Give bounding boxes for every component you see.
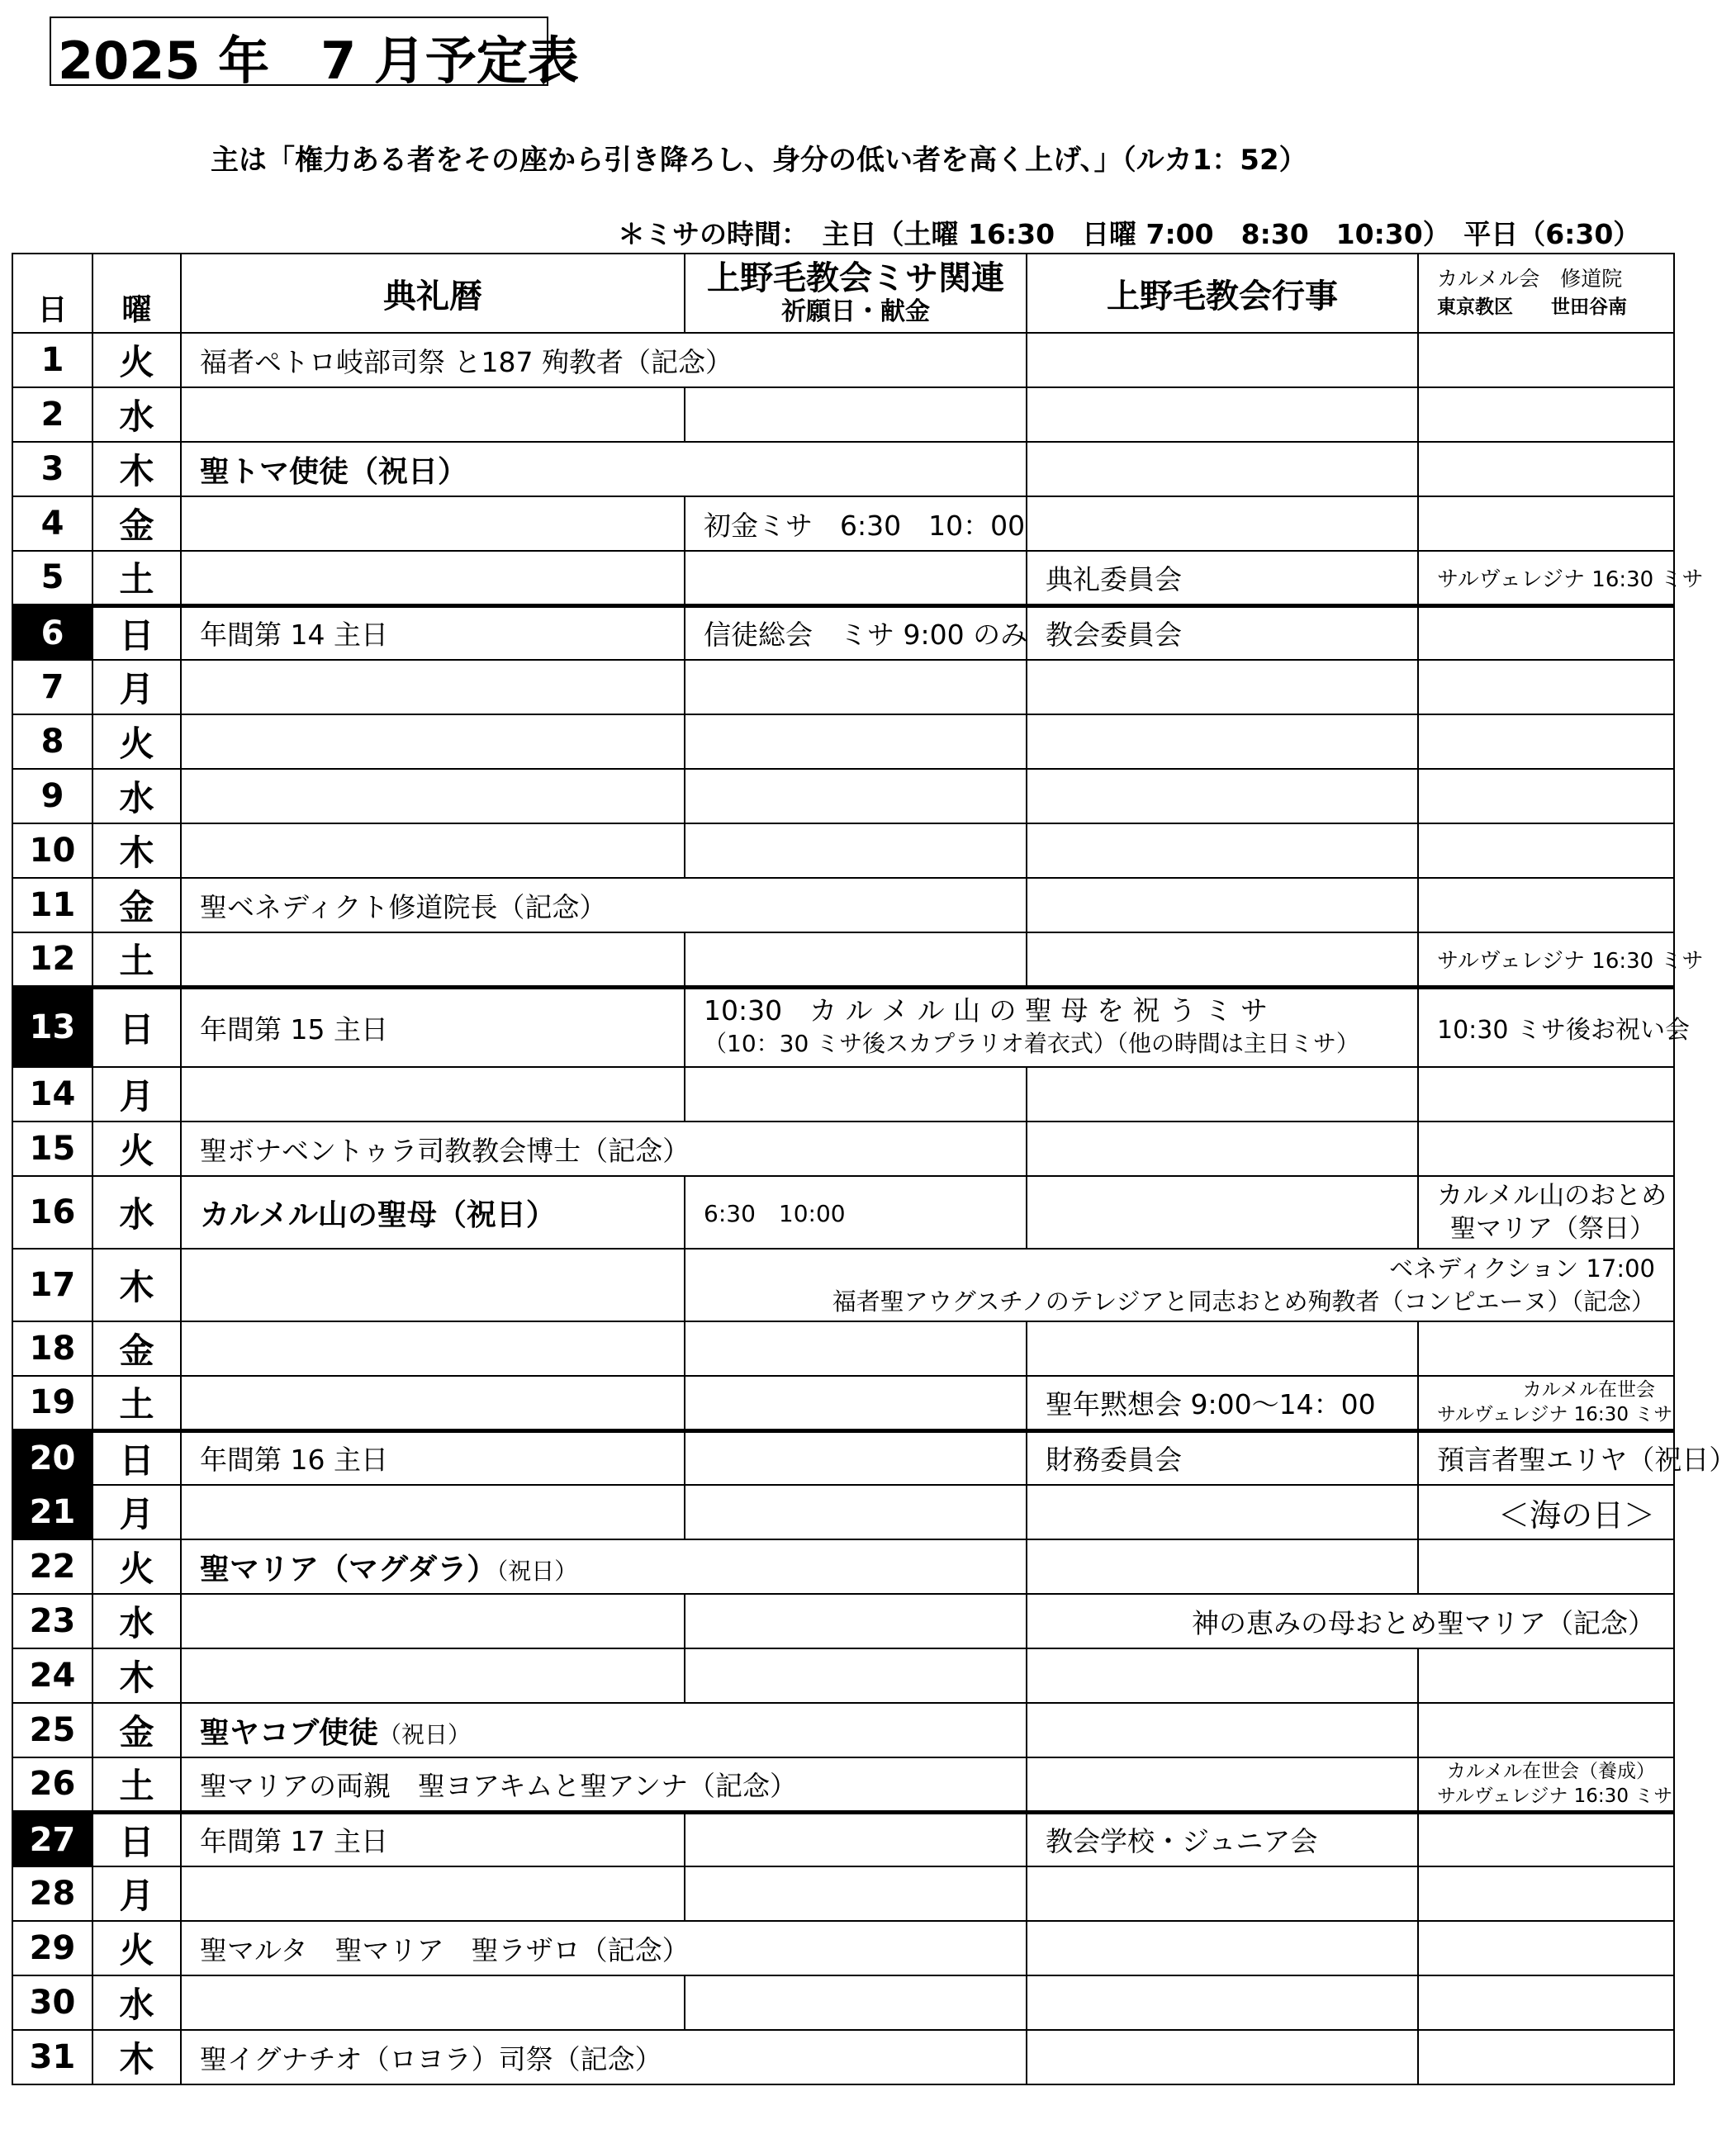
cell-line: （10：30 ミサ後スカプラリオ着衣式）（他の時間は主日ミサ）: [704, 1030, 1359, 1058]
carmel-cell: [1418, 1321, 1674, 1376]
events-cell: [1027, 932, 1418, 987]
weekday: 日: [92, 605, 181, 660]
table-row: [12, 1594, 1674, 1648]
carmel-cell: [1418, 1539, 1674, 1594]
table-row: [12, 496, 1674, 551]
carmel-cell: 預言者聖エリヤ（祝日）: [1418, 1430, 1674, 1485]
table-row: [12, 1430, 1674, 1485]
day-number: 24: [12, 1648, 92, 1703]
table-row: [12, 2030, 1674, 2084]
events-cell: [1027, 2030, 1418, 2084]
mass-cell: [685, 1594, 1027, 1648]
day-number: 5: [12, 551, 92, 605]
carmel-cell: サルヴェレジナ 16:30 ミサ: [1418, 932, 1674, 987]
day-number: 23: [12, 1594, 92, 1648]
weekday: 土: [92, 1376, 181, 1430]
mass-cell: [685, 387, 1027, 442]
events-cell: [1027, 1757, 1418, 1812]
carmel-cell: [1418, 387, 1674, 442]
mass-cell: 信徒総会 ミサ 9:00 のみ: [685, 605, 1027, 660]
table-row: [12, 333, 1674, 387]
liturgy-cell: [181, 496, 685, 551]
carmel-cell: [1418, 1376, 1674, 1430]
liturgy-cell: [181, 660, 685, 714]
events-cell: [1027, 1067, 1418, 1122]
page-title: 2025 年 7 月予定表: [58, 31, 579, 91]
liturgy-cell: 福者ペトロ岐部司祭 と187 殉教者（記念）: [181, 333, 1027, 387]
table-row: [12, 1485, 1674, 1539]
carmel-cell: [1418, 823, 1674, 878]
liturgy-cell: [181, 1539, 1027, 1594]
col-header-carmel: [1418, 254, 1674, 333]
events-cell: [1027, 769, 1418, 823]
col-header-carmel-line1: カルメル会 修道院: [1437, 267, 1623, 291]
mass-cell: [685, 769, 1027, 823]
weekday: 月: [92, 1067, 181, 1122]
weekday: 日: [92, 987, 181, 1067]
liturgy-cell: 聖ボナベントゥラ司教教会博士（記念）: [181, 1122, 1027, 1176]
events-cell: [1027, 387, 1418, 442]
day-number: 9: [12, 769, 92, 823]
liturgy-cell: 聖マリアの両親 聖ヨアキムと聖アンナ（記念）: [181, 1757, 1027, 1812]
day-number: 29: [12, 1921, 92, 1975]
table-row: [12, 1975, 1674, 2030]
carmel-cell: ＜海の日＞: [1418, 1485, 1674, 1539]
day-number: 4: [12, 496, 92, 551]
events-cell: [1027, 878, 1418, 932]
liturgy-cell: [181, 551, 685, 605]
events-cell: [1027, 333, 1418, 387]
events-cell: [1027, 823, 1418, 878]
weekday: 日: [92, 1812, 181, 1866]
table-row: [12, 878, 1674, 932]
table-row: [12, 1376, 1674, 1430]
day-number: 18: [12, 1321, 92, 1376]
table-row: [12, 1122, 1674, 1176]
mass-cell: [685, 1866, 1027, 1921]
mass-cell: [685, 551, 1027, 605]
events-cell: [1027, 1866, 1418, 1921]
weekday: 水: [92, 1176, 181, 1249]
header-row: [12, 254, 1674, 333]
carmel-cell: [1418, 660, 1674, 714]
carmel-cell: [1418, 1921, 1674, 1975]
events-cell: 典礼委員会: [1027, 551, 1418, 605]
carmel-cell: [1418, 1812, 1674, 1866]
liturgy-cell: 年間第 14 主日: [181, 605, 685, 660]
liturgy-cell: [181, 1648, 685, 1703]
day-number: 12: [12, 932, 92, 987]
weekday: 金: [92, 1321, 181, 1376]
table-row: [12, 1176, 1674, 1249]
table-row: [12, 1648, 1674, 1703]
weekday: 水: [92, 769, 181, 823]
col-header-weekday: 曜: [92, 254, 181, 333]
day-number: 22: [12, 1539, 92, 1594]
cell-line: （祝日）: [378, 1720, 472, 1748]
cell-line: ベネディクション 17:00: [1389, 1254, 1655, 1283]
events-cell: 教会委員会: [1027, 605, 1418, 660]
day-number: 14: [12, 1067, 92, 1122]
cell-line: （祝日）: [496, 1557, 578, 1585]
table-row: [12, 1757, 1674, 1812]
carmel-cell: [1418, 1122, 1674, 1176]
mass-cell: [685, 987, 1418, 1067]
day-number: 27: [12, 1812, 92, 1866]
day-number: 8: [12, 714, 92, 769]
table-row: [12, 987, 1674, 1067]
weekday: 木: [92, 1648, 181, 1703]
table-row: [12, 1921, 1674, 1975]
mass-times: ＊ミサの時間： 主日（土曜 16:30 日曜 7:00 8:30 10:30） 平日（6:30）: [618, 218, 1641, 250]
events-cell: [1027, 1485, 1418, 1539]
events-cell: [1027, 1176, 1418, 1249]
col-header-mass: [685, 254, 1027, 333]
events-cell: 財務委員会: [1027, 1430, 1418, 1485]
events-cell: [1027, 1975, 1418, 2030]
day-number: 16: [12, 1176, 92, 1249]
weekday: 月: [92, 660, 181, 714]
liturgy-cell: 聖ベネディクト修道院長（記念）: [181, 878, 1027, 932]
liturgy-cell: [181, 1249, 685, 1321]
merged-cell: [685, 1249, 1674, 1321]
weekday: 土: [92, 1757, 181, 1812]
table-row: [12, 823, 1674, 878]
liturgy-cell: 年間第 15 主日: [181, 987, 685, 1067]
table-row: [12, 551, 1674, 605]
mass-cell: [685, 1485, 1027, 1539]
weekday: 金: [92, 1703, 181, 1757]
events-cell: [1027, 1703, 1418, 1757]
table-row: [12, 1067, 1674, 1122]
carmel-cell: [1418, 333, 1674, 387]
merged-cell: 神の恵みの母おとめ聖マリア（記念）: [1027, 1594, 1674, 1648]
carmel-cell: [1418, 1176, 1674, 1249]
carmel-cell: 10:30 ミサ後お祝い会: [1418, 987, 1674, 1067]
events-cell: [1027, 496, 1418, 551]
table-row: [12, 660, 1674, 714]
table-row: [12, 442, 1674, 496]
cell-line: サルヴェレジナ 16:30 ミサ: [1437, 1404, 1673, 1426]
weekday: 木: [92, 442, 181, 496]
carmel-cell: [1418, 1067, 1674, 1122]
carmel-cell: [1418, 878, 1674, 932]
carmel-cell: サルヴェレジナ 16:30 ミサ: [1418, 551, 1674, 605]
cell-line: 福者聖アウグスチノのテレジアと同志おとめ殉教者（コンピエーヌ）（記念）: [832, 1288, 1655, 1316]
events-cell: 聖年黙想会 9:00～14：00: [1027, 1376, 1418, 1430]
carmel-cell: [1418, 496, 1674, 551]
cell-line: カルメル在世会: [1522, 1379, 1655, 1401]
liturgy-cell: 聖トマ使徒（祝日）: [181, 442, 1027, 496]
day-number: 17: [12, 1249, 92, 1321]
col-header-events: 上野毛教会行事: [1027, 254, 1418, 333]
table-row: [12, 387, 1674, 442]
col-header-day: 日: [12, 254, 92, 333]
day-number: 6: [12, 605, 92, 660]
liturgy-cell: カルメル山の聖母（祝日）: [181, 1176, 685, 1249]
mass-cell: [685, 1067, 1027, 1122]
liturgy-cell: [181, 1703, 1027, 1757]
events-cell: [1027, 1648, 1418, 1703]
carmel-cell: [1418, 442, 1674, 496]
liturgy-cell: [181, 714, 685, 769]
day-number: 26: [12, 1757, 92, 1812]
liturgy-cell: [181, 1321, 685, 1376]
col-header-carmel-line2: 東京教区 世田谷南: [1437, 296, 1627, 318]
schedule-table: [12, 253, 1736, 2085]
weekday: 土: [92, 932, 181, 987]
carmel-cell: [1418, 1703, 1674, 1757]
day-number: 30: [12, 1975, 92, 2030]
events-cell: 教会学校・ジュニア会: [1027, 1812, 1418, 1866]
day-number: 2: [12, 387, 92, 442]
weekday: 日: [92, 1430, 181, 1485]
table-row: [12, 1539, 1674, 1594]
cell-line: カルメル在世会（養成）: [1446, 1761, 1655, 1783]
table-row: [12, 1812, 1674, 1866]
weekday: 水: [92, 1594, 181, 1648]
weekday: 火: [92, 1122, 181, 1176]
weekday: 火: [92, 333, 181, 387]
day-number: 3: [12, 442, 92, 496]
cell-line: カルメル山のおとめ: [1437, 1181, 1667, 1211]
weekday: 水: [92, 387, 181, 442]
liturgy-cell: [181, 1594, 685, 1648]
events-cell: [1027, 1539, 1418, 1594]
liturgy-cell: 年間第 17 主日: [181, 1812, 685, 1866]
table-row: [12, 1703, 1674, 1757]
day-number: 25: [12, 1703, 92, 1757]
liturgy-cell: [181, 1975, 685, 2030]
mass-cell: [685, 1975, 1027, 2030]
mass-cell: 初金ミサ 6:30 10：00: [685, 496, 1027, 551]
table-row: [12, 714, 1674, 769]
liturgy-cell: [181, 1485, 685, 1539]
day-number: 21: [12, 1485, 92, 1539]
mass-cell: [685, 1648, 1027, 1703]
weekday: 木: [92, 823, 181, 878]
carmel-cell: [1418, 714, 1674, 769]
col-header-mass-sub: 祈願日・献金: [781, 297, 930, 326]
liturgy-cell: [181, 1866, 685, 1921]
carmel-cell: [1418, 1975, 1674, 2030]
weekday: 金: [92, 878, 181, 932]
events-cell: [1027, 1122, 1418, 1176]
table-row: [12, 1866, 1674, 1921]
day-number: 28: [12, 1866, 92, 1921]
cell-line: サルヴェレジナ 16:30 ミサ: [1437, 1785, 1673, 1808]
liturgy-cell: 聖マルタ 聖マリア 聖ラザロ（記念）: [181, 1921, 1027, 1975]
weekday: 金: [92, 496, 181, 551]
table-row: [12, 605, 1674, 660]
day-number: 13: [12, 987, 92, 1067]
events-cell: [1027, 1321, 1418, 1376]
carmel-cell: [1418, 1757, 1674, 1812]
liturgy-cell: 聖イグナチオ（ロヨラ）司祭（記念）: [181, 2030, 1027, 2084]
weekday: 土: [92, 551, 181, 605]
mass-cell: [685, 1321, 1027, 1376]
col-header-mass-title: 上野毛教会ミサ関連: [707, 259, 1004, 297]
day-number: 10: [12, 823, 92, 878]
liturgy-cell: [181, 1067, 685, 1122]
day-number: 19: [12, 1376, 92, 1430]
cell-line: 10:30 カ ル メ ル 山 の 聖 母 を 祝 う ミ サ: [704, 994, 1268, 1027]
carmel-cell: [1418, 1648, 1674, 1703]
carmel-cell: [1418, 1866, 1674, 1921]
liturgy-cell: [181, 1376, 685, 1430]
day-number: 11: [12, 878, 92, 932]
events-cell: [1027, 660, 1418, 714]
events-cell: [1027, 714, 1418, 769]
mass-cell: [685, 1430, 1027, 1485]
mass-cell: [685, 932, 1027, 987]
mass-cell: [685, 714, 1027, 769]
table-row: [12, 1249, 1674, 1321]
liturgy-cell: 年間第 16 主日: [181, 1430, 685, 1485]
title-box: [50, 17, 579, 91]
liturgy-cell: [181, 769, 685, 823]
events-cell: [1027, 442, 1418, 496]
events-cell: [1027, 1921, 1418, 1975]
day-number: 7: [12, 660, 92, 714]
carmel-cell: [1418, 605, 1674, 660]
scripture-quote: 主は「権力ある者をその座から引き降ろし、身分の低い者を高く上げ、」（ルカ1：52）: [211, 144, 1307, 177]
weekday: 火: [92, 1921, 181, 1975]
col-header-liturgy: 典礼暦: [181, 254, 685, 333]
day-number: 1: [12, 333, 92, 387]
liturgy-cell: [181, 823, 685, 878]
weekday: 木: [92, 1249, 181, 1321]
liturgy-cell: [181, 387, 685, 442]
table-row: [12, 932, 1674, 987]
day-number: 20: [12, 1430, 92, 1485]
cell-line: 聖ヤコブ使徒: [200, 1715, 379, 1750]
carmel-cell: [1418, 769, 1674, 823]
cell-line: 聖マリア（マグダラ）: [200, 1552, 497, 1586]
carmel-cell: [1418, 2030, 1674, 2084]
liturgy-cell: [181, 932, 685, 987]
mass-cell: [685, 823, 1027, 878]
mass-cell: [685, 1812, 1027, 1866]
mass-cell: 6:30 10:00: [685, 1176, 1027, 1249]
mass-cell: [685, 1376, 1027, 1430]
weekday: 水: [92, 1975, 181, 2030]
mass-cell: [685, 660, 1027, 714]
cell-line: 聖マリア（祭日）: [1450, 1214, 1655, 1244]
weekday: 木: [92, 2030, 181, 2084]
weekday: 月: [92, 1866, 181, 1921]
weekday: 火: [92, 1539, 181, 1594]
table-row: [12, 769, 1674, 823]
day-number: 31: [12, 2030, 92, 2084]
day-number: 15: [12, 1122, 92, 1176]
weekday: 月: [92, 1485, 181, 1539]
table-row: [12, 1321, 1674, 1376]
weekday: 火: [92, 714, 181, 769]
